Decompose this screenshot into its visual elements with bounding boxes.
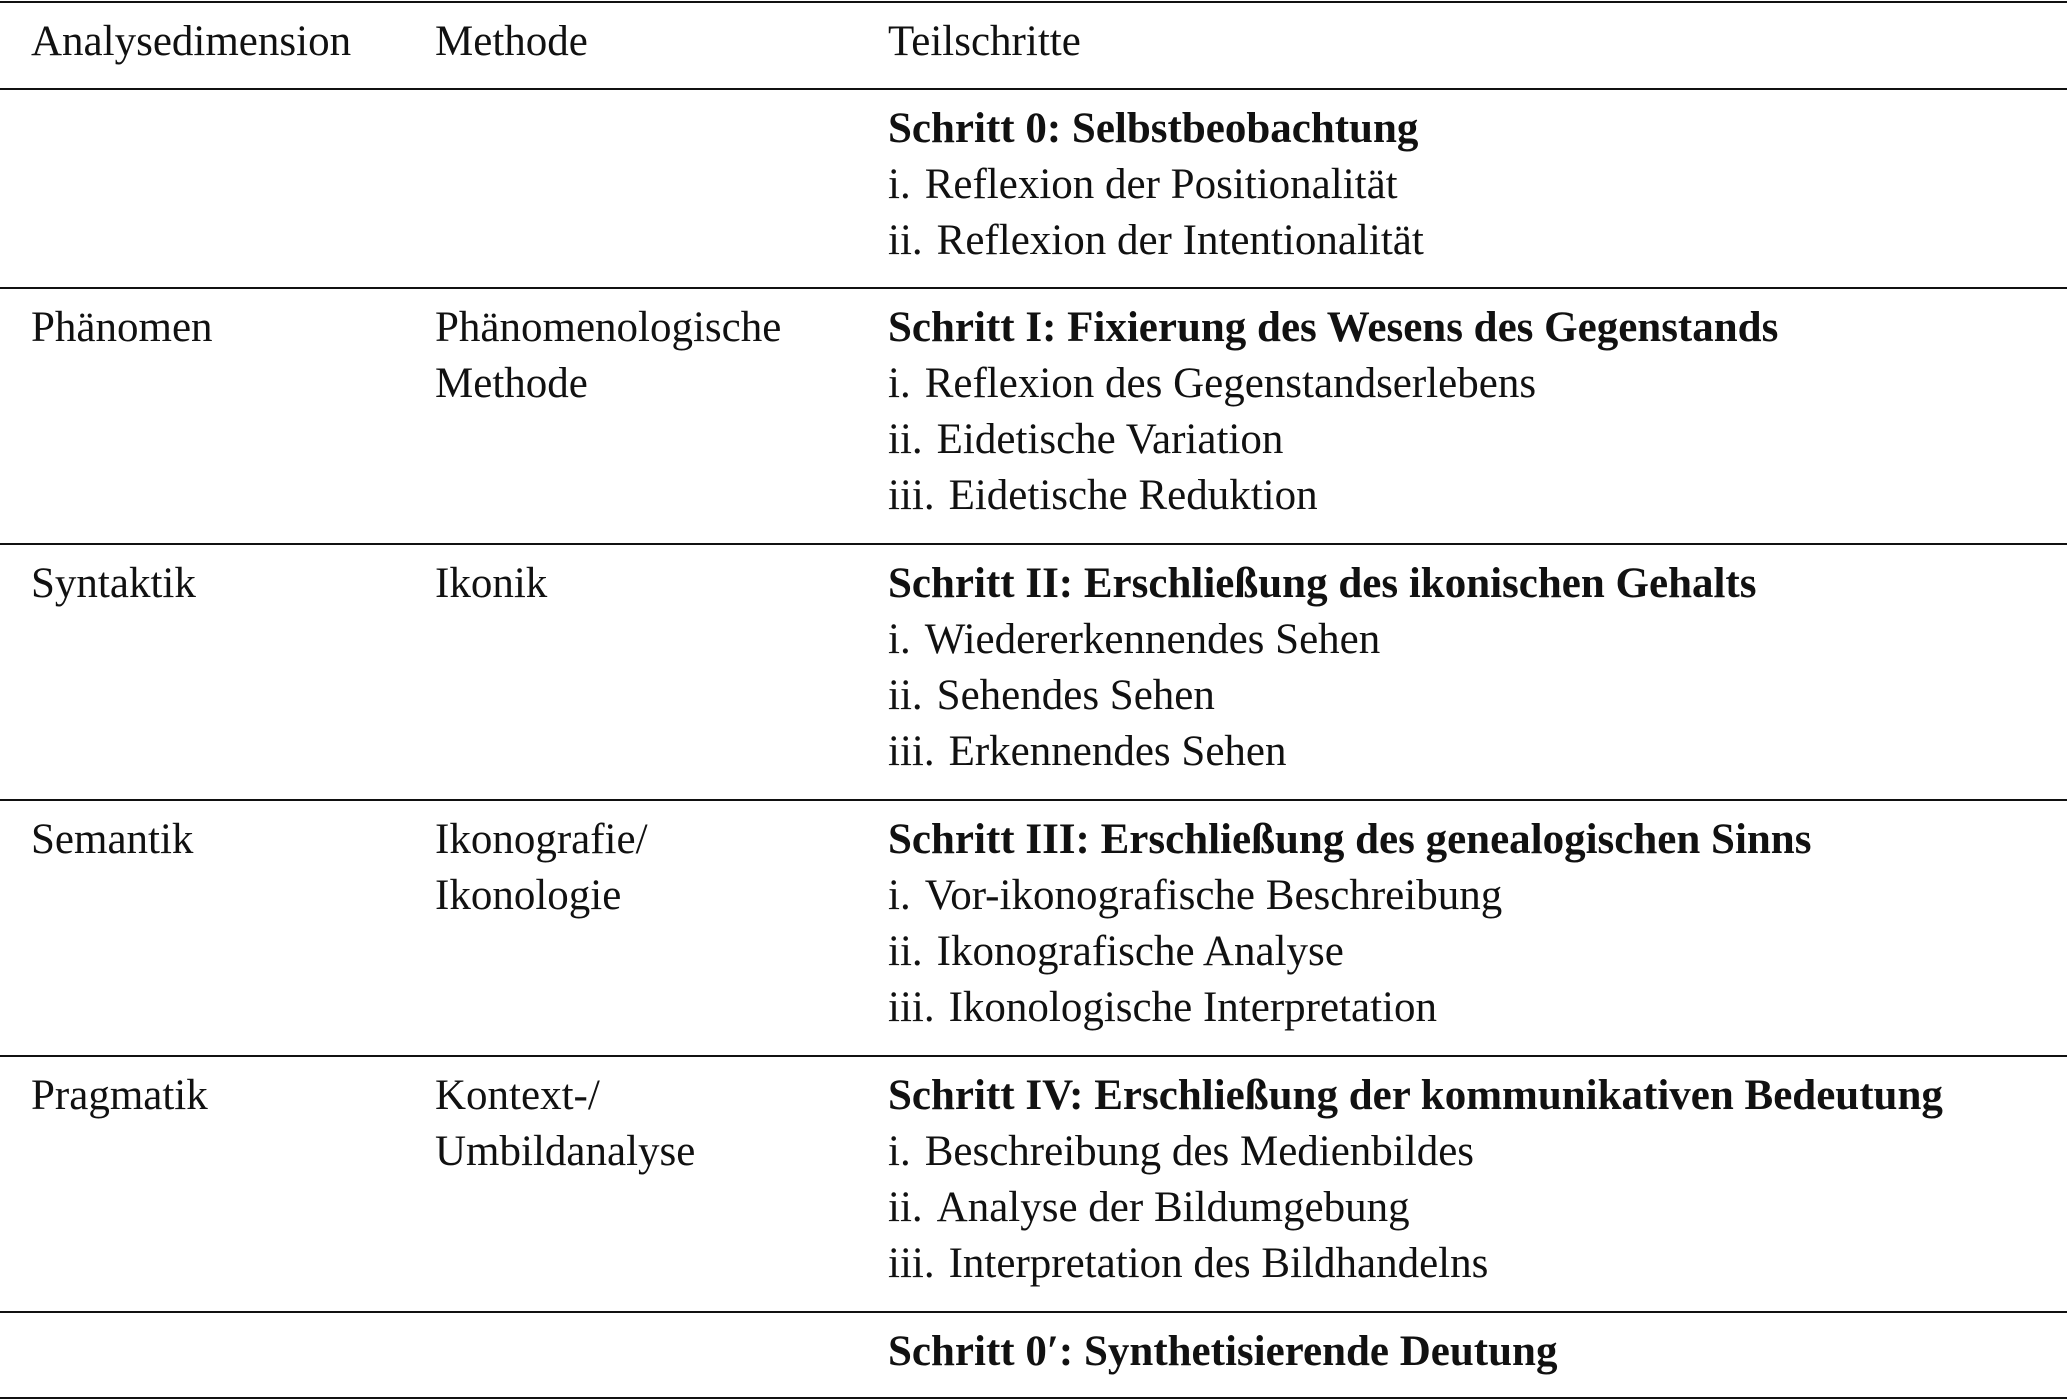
dimension-cell: Semantik (31, 816, 194, 863)
dimension-cell: Pragmatik (31, 1072, 208, 1119)
step-title: Schritt 0: Selbstbeobachtung (888, 105, 1419, 152)
row-rule (0, 1311, 2067, 1313)
substep-number: ii. (888, 672, 923, 719)
dimension-cell: Phänomen (31, 304, 213, 351)
substep-number: i. (888, 872, 911, 919)
substep-text: Beschreibung des Medienbildes (924, 1128, 1475, 1175)
substep-text: Analyse der Bildumgebung (936, 1184, 1410, 1231)
substep-text: Ikonografische Analyse (936, 928, 1344, 975)
header-rule (0, 88, 2067, 90)
row-rule (0, 543, 2067, 545)
substep (888, 980, 1811, 1036)
substep-text: Interpretation des Bildhandelns (948, 1240, 1489, 1287)
substep-text: Ikonologische Interpretation (948, 984, 1437, 1031)
substep-number: iii. (888, 472, 935, 519)
substep-number: i. (888, 161, 911, 208)
method-line: Umbildanalyse (435, 1128, 696, 1175)
substep-text: Eidetische Variation (936, 416, 1284, 463)
substep (888, 1236, 1943, 1292)
method-cell (435, 556, 547, 612)
substep (888, 468, 1778, 524)
substep-text: Reflexion des Gegenstandserlebens (924, 360, 1537, 407)
substep (888, 412, 1778, 468)
substep (888, 213, 1424, 269)
substep-number: i. (888, 616, 911, 663)
dimension-cell: Syntaktik (31, 560, 196, 607)
bottom-rule (0, 1397, 2067, 1399)
step-title: Schritt III: Erschließung des genealogischen Sinns (888, 816, 1812, 863)
substep-number: iii. (888, 728, 935, 775)
steps-cell (888, 101, 1424, 269)
substep-number: iii. (888, 1240, 935, 1287)
row-rule (0, 1055, 2067, 1057)
substep (888, 1180, 1943, 1236)
step-title: Schritt I: Fixierung des Wesens des Gegenstands (888, 304, 1779, 351)
substep (888, 724, 1756, 780)
step-title: Schritt II: Erschließung des ikonischen Gehalts (888, 560, 1757, 607)
steps-cell (888, 1068, 1943, 1292)
top-rule (0, 1, 2067, 3)
substep-text: Wiedererkennendes Sehen (924, 616, 1381, 663)
step-title: Schritt IV: Erschließung der kommunikativen Bedeutung (888, 1072, 1943, 1119)
substep-text: Sehendes Sehen (936, 672, 1215, 719)
method-cell (435, 300, 781, 412)
substep (888, 668, 1756, 724)
method-cell (435, 812, 648, 924)
header-dimension: Analysedimension (31, 18, 352, 65)
steps-cell (888, 812, 1811, 1036)
substep-number: ii. (888, 217, 923, 264)
substep-number: iii. (888, 984, 935, 1031)
row-rule (0, 287, 2067, 289)
substep-text: Reflexion der Positionalität (924, 161, 1398, 208)
header-steps: Teilschritte (888, 18, 1081, 65)
substep (888, 1124, 1943, 1180)
substep-number: ii. (888, 416, 923, 463)
substep (888, 612, 1756, 668)
steps-cell (888, 300, 1778, 524)
step-title: Schritt 0′: Synthetisierende Deutung (888, 1328, 1558, 1375)
substep (888, 924, 1811, 980)
substep-text: Erkennendes Sehen (948, 728, 1287, 775)
substep-number: i. (888, 360, 911, 407)
substep-number: ii. (888, 1184, 923, 1231)
substep (888, 157, 1424, 213)
substep-text: Reflexion der Intentionalität (936, 217, 1424, 264)
header-method: Methode (435, 18, 588, 65)
substep-text: Vor-ikonografische Beschreibung (924, 872, 1503, 919)
method-line: Kontext-/ (435, 1072, 600, 1119)
method-line: Ikonologie (435, 872, 622, 919)
method-line: Ikonik (435, 560, 548, 607)
substep-text: Eidetische Reduktion (948, 472, 1318, 519)
steps-cell (888, 1324, 1557, 1380)
substep-number: i. (888, 1128, 911, 1175)
method-line: Methode (435, 360, 588, 407)
method-cell (435, 1068, 695, 1180)
substep-number: ii. (888, 928, 923, 975)
row-rule (0, 799, 2067, 801)
method-line: Ikonografie/ (435, 816, 648, 863)
substep (888, 356, 1778, 412)
method-line: Phänomenologische (435, 304, 782, 351)
substep (888, 868, 1811, 924)
steps-cell (888, 556, 1756, 780)
